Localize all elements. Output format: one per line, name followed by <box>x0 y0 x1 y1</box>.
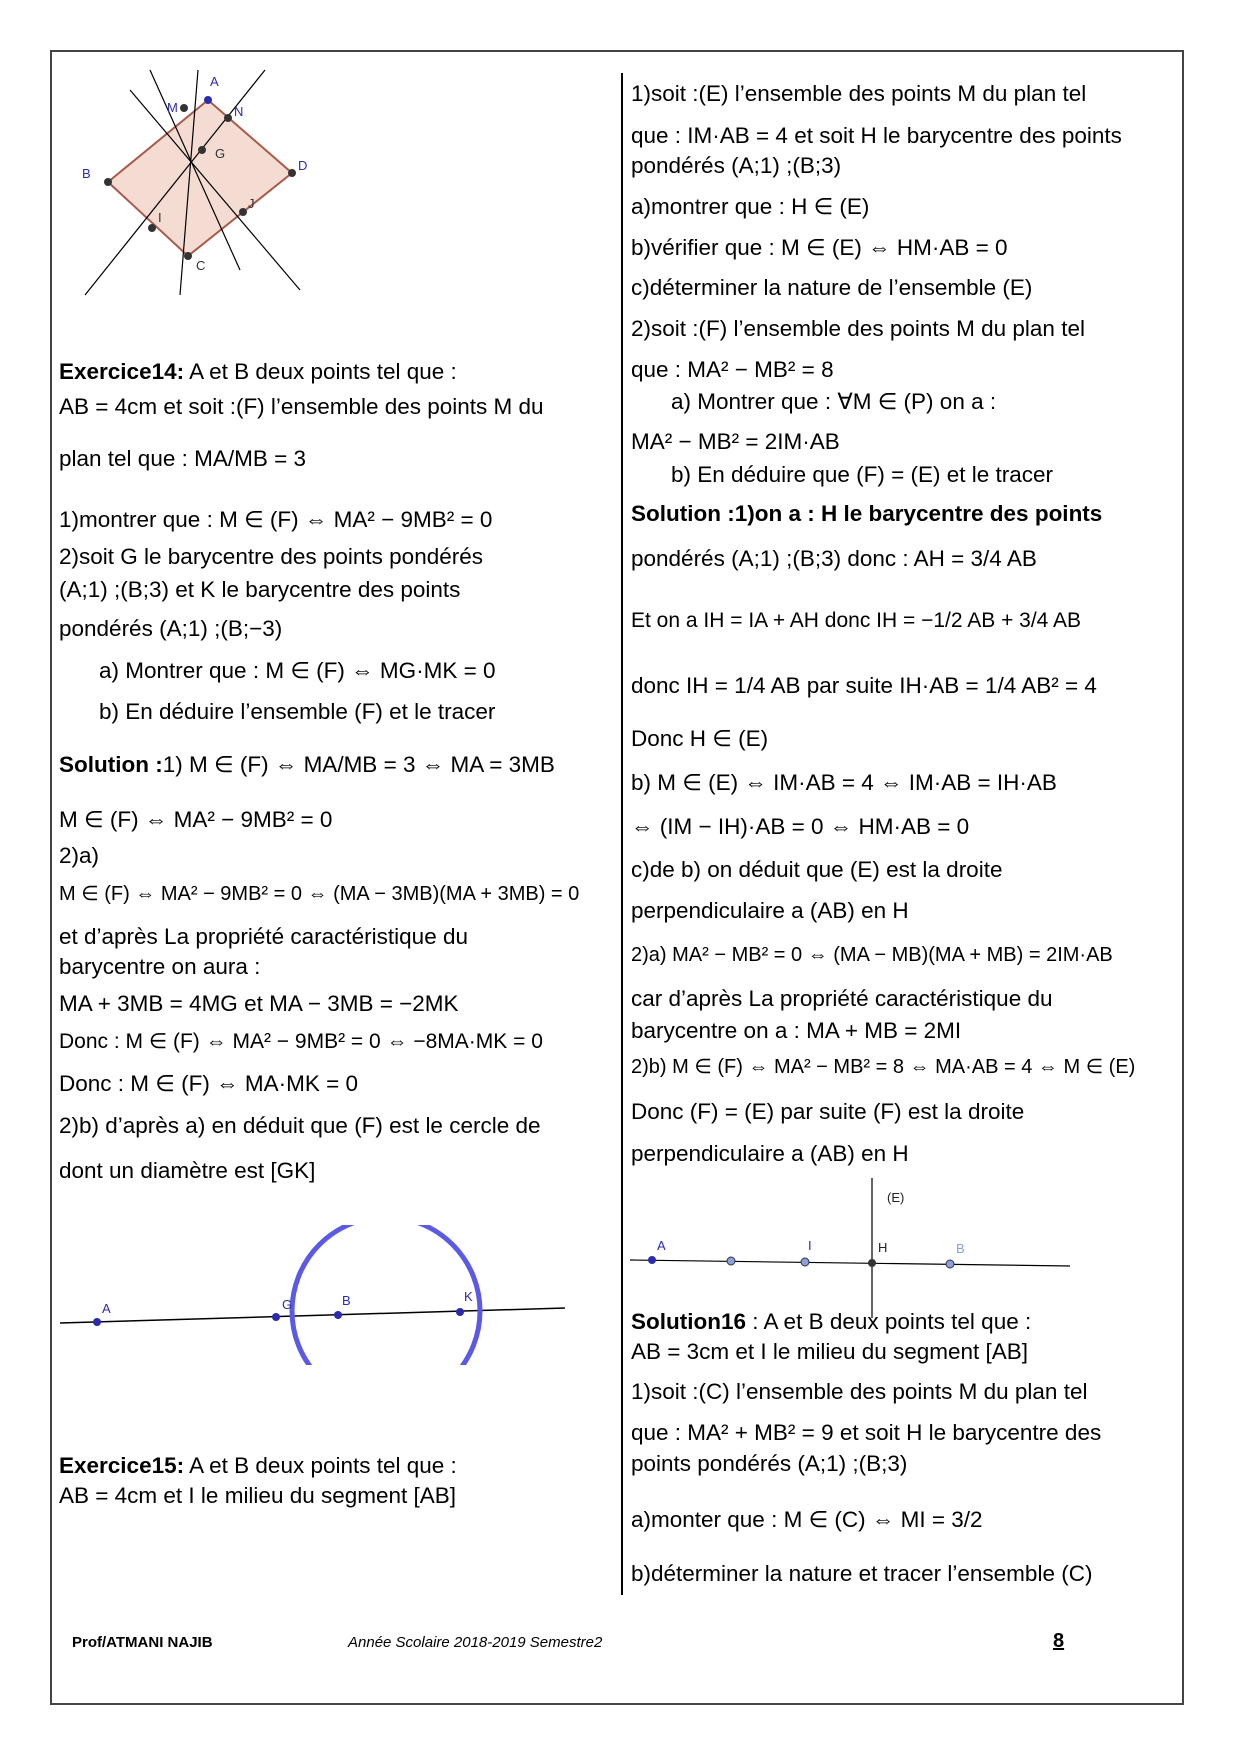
sol14-title: Solution : <box>59 752 163 777</box>
r-line14: Et on a IH = IA + AH donc IH = −1/2 AB + 3/4 AB <box>631 609 1082 632</box>
r-line3: pondérés (A;1) ;(B;3) <box>631 153 842 178</box>
sol14-line4: M ∈ (F) ⇔ MA² − 9MB² = 0 ⇔ (MA − 3MB)(MA + 3MB) = 0 <box>59 883 580 905</box>
circle-figure <box>60 1225 580 1365</box>
sol14-line5: et d’après La propriété caractéristique du <box>59 924 468 949</box>
label-D: D <box>298 158 308 173</box>
label-N: N <box>234 104 244 119</box>
label-M: M <box>167 100 178 115</box>
r-line13: pondérés (A;1) ;(B;3) donc : AH = 3/4 AB <box>631 546 1037 571</box>
r-line8: que : MA² − MB² = 8 <box>631 357 834 382</box>
s16-line3: 1)soit :(C) l’ensemble des points M du plan tel <box>631 1379 1088 1404</box>
label-B: B <box>82 166 91 181</box>
ex14-q1: 1)montrer que : M ∈ (F) ⇔ MA² − 9MB² = 0 <box>59 507 493 532</box>
square-figure <box>70 60 320 305</box>
r-line2: que : IM·AB = 4 et soit H le barycentre des points <box>631 123 1122 148</box>
ex14-qa: a) Montrer que : M ∈ (F) ⇔ MG·MK = 0 <box>99 658 496 683</box>
label-J: J <box>248 196 255 211</box>
footer-year: Année Scolaire 2018-2019 Semestre2 <box>348 1634 603 1651</box>
label-G: G <box>215 146 226 161</box>
r-line19: c)de b) on déduit que (E) est la droite <box>631 857 1003 882</box>
r-line1: 1)soit :(E) l’ensemble des points M du plan tel <box>631 81 1087 106</box>
sol14-line1: Solution :1) M ∈ (F) ⇔ MA/MB = 3 ⇔ MA = 3MB <box>59 752 555 777</box>
s16-line5: points pondérés (A;1) ;(B;3) <box>631 1451 908 1476</box>
ex14-qb: b) En déduire l’ensemble (F) et le tracer <box>99 699 496 724</box>
r-line5: b)vérifier que : M ∈ (E) ⇔ HM·AB = 0 <box>631 235 1008 260</box>
r-line18: ⇔ (IM − IH)·AB = 0 ⇔ HM·AB = 0 <box>631 814 970 839</box>
label-G: G <box>282 1297 293 1312</box>
r-line12: Solution :1)on a : H le barycentre des points <box>631 501 1103 526</box>
sol14-line2: M ∈ (F) ⇔ MA² − 9MB² = 0 <box>59 807 333 832</box>
s16-title: Solution16 <box>631 1309 747 1334</box>
column-divider <box>621 73 623 1595</box>
r-line9: a) Montrer que : ∀M ∈ (P) on a : <box>671 389 997 414</box>
r-line15: donc IH = 1/4 AB par suite IH·AB = 1/4 AB² = 4 <box>631 673 1097 698</box>
r-line20: perpendiculaire a (AB) en H <box>631 898 909 923</box>
ex15-line1: Exercice15: A et B deux points tel que : <box>59 1453 457 1478</box>
ex15-title: Exercice15: <box>59 1453 185 1478</box>
label-B: B <box>956 1241 965 1256</box>
line-e-figure <box>630 1178 1080 1318</box>
ex14-q2: 2)soit G le barycentre des points pondérés <box>59 544 483 569</box>
sol14-line6: barycentre on aura : <box>59 954 261 979</box>
label-A: A <box>210 74 219 89</box>
s16-line4: que : MA² + MB² = 9 et soit H le barycentre des <box>631 1420 1102 1445</box>
sol14-line10: 2)b) d’après a) en déduit que (F) est le cercle de <box>59 1113 541 1138</box>
sol14-line8: Donc : M ∈ (F) ⇔ MA² − 9MB² = 0 ⇔ −8MA·MK = 0 <box>59 1030 543 1053</box>
ex14-line3: plan tel que : MA/MB = 3 <box>59 446 307 471</box>
ex14-line1: Exercice14: A et B deux points tel que : <box>59 359 457 384</box>
r-line11: b) En déduire que (F) = (E) et le tracer <box>671 462 1054 487</box>
sol14-line9: Donc : M ∈ (F) ⇔ MA·MK = 0 <box>59 1071 359 1096</box>
footer-author: Prof/ATMANI NAJIB <box>72 1634 213 1651</box>
sol14-line7: MA + 3MB = 4MG et MA − 3MB = −2MK <box>59 991 459 1016</box>
s16-line2: AB = 3cm et I le milieu du segment [AB] <box>631 1339 1029 1364</box>
ex14-q2b: (A;1) ;(B;3) et K le barycentre des points <box>59 577 461 602</box>
r-line4: a)montrer que : H ∈ (E) <box>631 194 870 219</box>
s16-line6: a)monter que : M ∈ (C) ⇔ MI = 3/2 <box>631 1507 983 1532</box>
r-line7: 2)soit :(F) l’ensemble des points M du plan tel <box>631 316 1085 341</box>
label-A: A <box>102 1301 111 1316</box>
ex14-q2c: pondérés (A;1) ;(B;−3) <box>59 616 283 641</box>
label-I: I <box>158 210 162 225</box>
r-line26: perpendiculaire a (AB) en H <box>631 1141 909 1166</box>
r-line22: car d’après La propriété caractéristique du <box>631 986 1053 1011</box>
r-line17: b) M ∈ (E) ⇔ IM·AB = 4 ⇔ IM·AB = IH·AB <box>631 770 1057 795</box>
r-line21: 2)a) MA² − MB² = 0 ⇔ (MA − MB)(MA + MB) = 2IM·AB <box>631 944 1113 966</box>
s16-line1: Solution16 : A et B deux points tel que : <box>631 1309 1032 1334</box>
r-line6: c)déterminer la nature de l’ensemble (E) <box>631 275 1033 300</box>
r-line25: Donc (F) = (E) par suite (F) est la droite <box>631 1099 1025 1124</box>
s16-line7: b)déterminer la nature et tracer l’ensemble (C) <box>631 1561 1093 1586</box>
label-K: K <box>464 1289 473 1304</box>
sol14-line11: dont un diamètre est [GK] <box>59 1158 316 1183</box>
label-A: A <box>657 1238 666 1253</box>
page-number: 8 <box>1053 1630 1065 1652</box>
r-line10: MA² − MB² = 2IM·AB <box>631 429 840 454</box>
ex15-line2: AB = 4cm et I le milieu du segment [AB] <box>59 1483 457 1508</box>
ex14-title: Exercice14: <box>59 359 185 384</box>
r-line16: Donc H ∈ (E) <box>631 726 769 751</box>
r-line24: 2)b) M ∈ (F) ⇔ MA² − MB² = 8 ⇔ MA·AB = 4 ⇔ M ∈ (E) <box>631 1056 1136 1078</box>
r-line23: barycentre on a : MA + MB = 2MI <box>631 1018 962 1043</box>
label-I: I <box>808 1238 812 1253</box>
sol14-line3: 2)a) <box>59 843 100 868</box>
label-C: C <box>196 258 206 273</box>
label-H: H <box>878 1240 888 1255</box>
label-B: B <box>342 1293 351 1308</box>
label-E: (E) <box>887 1190 905 1205</box>
ex14-line2: AB = 4cm et soit :(F) l’ensemble des points M du <box>59 394 544 419</box>
